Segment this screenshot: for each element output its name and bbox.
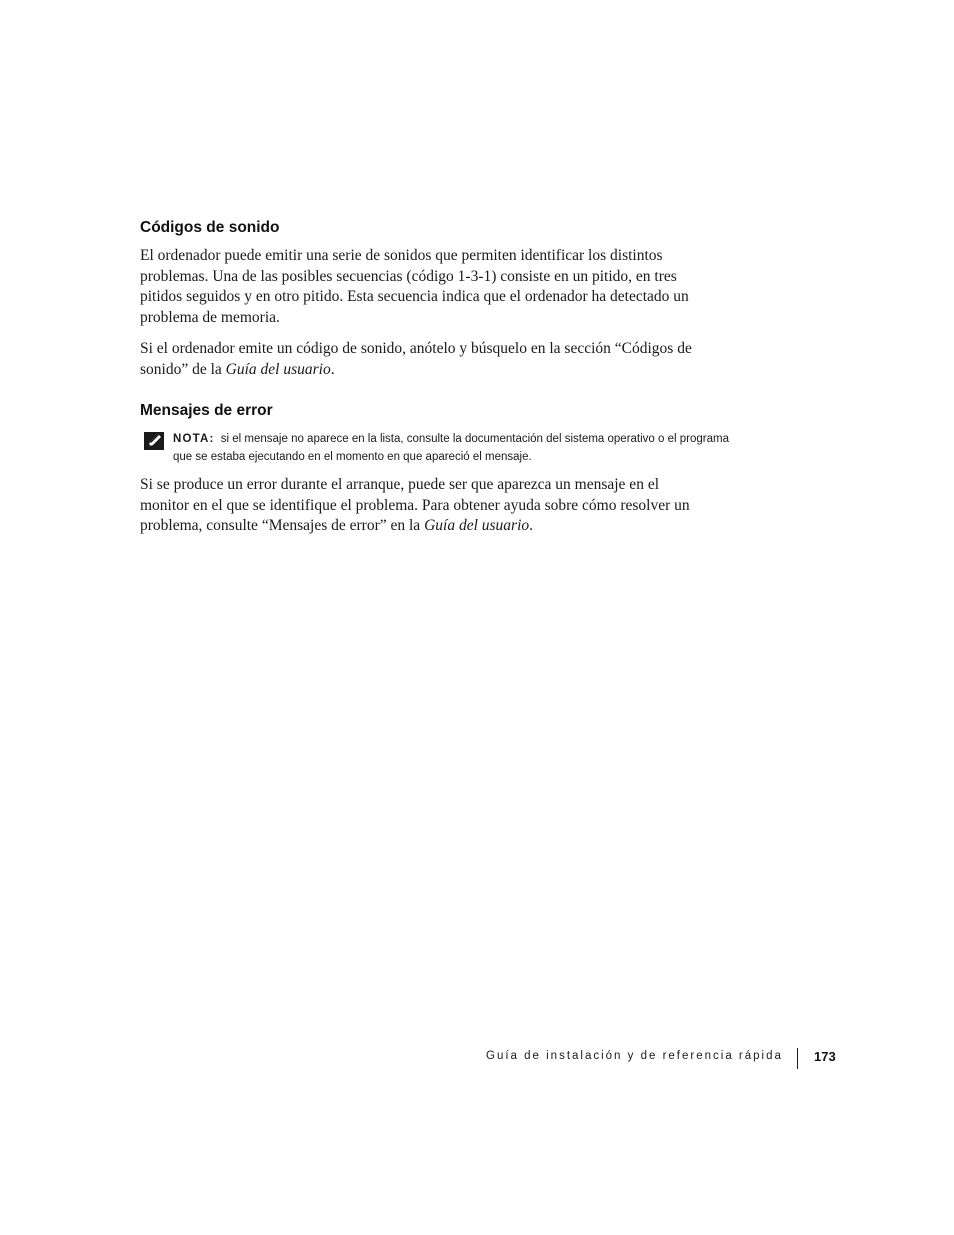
- reference-text: Si el ordenador emite un código de sonido, anótelo y búsquelo en la sección “Códigos de sonido” de la: [140, 340, 692, 378]
- beep-codes-paragraph: El ordenador puede emitir una serie de sonidos que permiten identificar los distintos problemas. Una de las posibles secuencias (código 1-3-1) consiste en un pitido, en tres pitidos seguidos y en otro pitido. Esta secuencia indica que el ordenador ha detectado un problema de memoria.: [140, 247, 689, 326]
- beep-codes-reference-paragraph: [140, 339, 720, 380]
- period: .: [330, 360, 335, 378]
- error-messages-paragraph: [140, 475, 700, 537]
- user-guide-title: Guía del usuario: [225, 360, 331, 378]
- user-guide-title: Guía del usuario: [424, 517, 530, 534]
- footer-book-title: Guía de instalación y de referencia rápida: [486, 1050, 783, 1062]
- section-heading-error-messages: Mensajes de error: [140, 402, 273, 419]
- page-number: 173: [814, 1049, 836, 1064]
- period: .: [529, 517, 533, 534]
- section-heading-beep-codes: Códigos de sonido: [140, 219, 280, 236]
- error-text: Si se produce un error durante el arranque, puede ser que aparezca un mensaje en el monitor en el que se identifique el problema. Para obtener ayuda sobre cómo resolver un problema, consulte “Mensajes de error” en la: [140, 476, 690, 534]
- footer-divider: [797, 1048, 798, 1069]
- pencil-note-icon: [144, 432, 164, 450]
- note-block: [140, 431, 733, 466]
- note-label: NOTA:: [173, 433, 215, 445]
- note-text: si el mensaje no aparece en la lista, consulte la documentación del sistema operativo o el programa que se estaba ejecutando en el momento en que apareció el mensaje.: [173, 433, 729, 463]
- page-content: [140, 218, 729, 537]
